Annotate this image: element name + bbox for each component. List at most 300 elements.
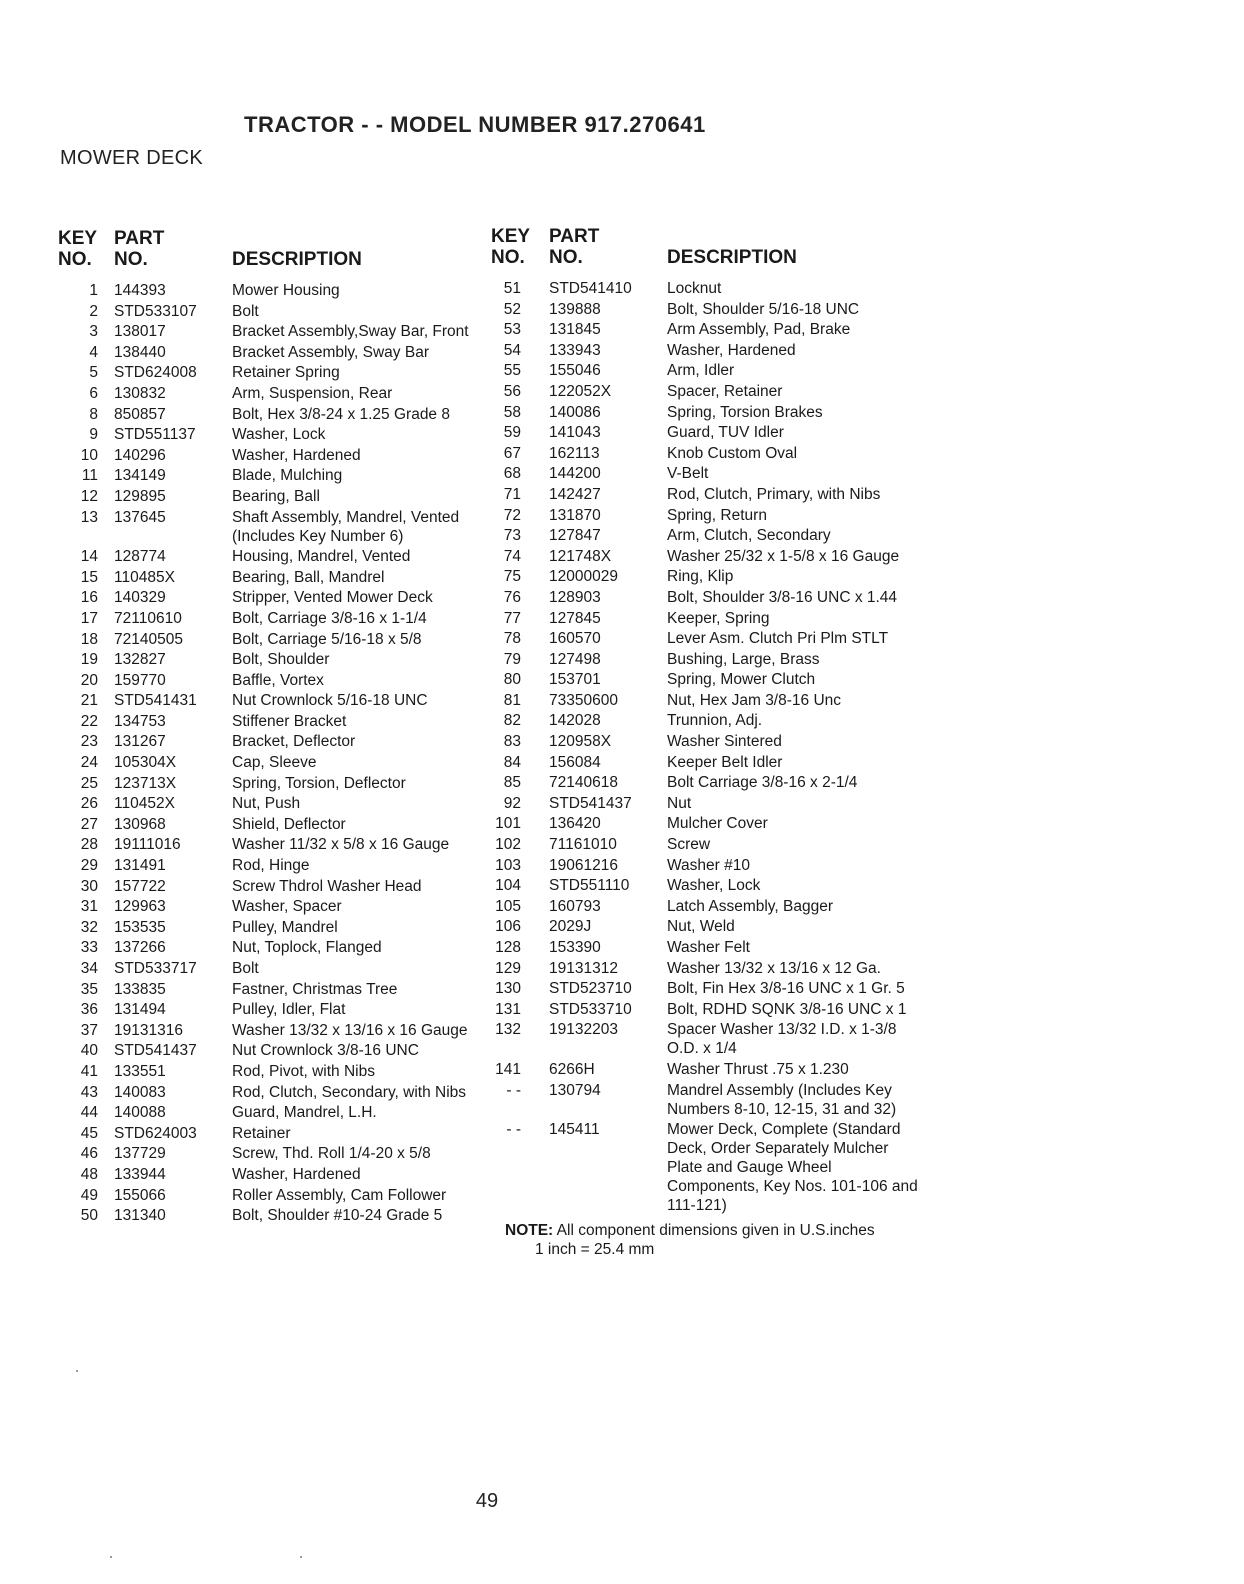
table-row [58,1103,478,1122]
note-label: NOTE: [505,1222,554,1240]
key-no: 71 [503,485,521,503]
description: Nut, Hex Jam 3/8-16 Unc [667,691,842,709]
key-no: 26 [80,795,98,813]
table-row [58,774,478,793]
table-row [491,485,931,504]
description: Washer, Spacer [232,898,342,916]
description: Cap, Sleeve [232,754,317,772]
key-no: 129 [495,959,521,977]
key-no: 40 [80,1042,98,1060]
description: Washer 13/32 x 13/16 x 12 Ga. [667,959,881,977]
header-key-line1: KEY [491,226,531,247]
table-row [58,588,478,607]
key-no: 12 [80,487,98,505]
table-row [491,464,931,483]
table-row [491,300,931,319]
description: Bolt, Fin Hex 3/8-16 UNC x 1 Gr. 5 [667,980,905,998]
part-no: 136420 [549,815,601,833]
table-row [58,1021,478,1040]
table-row [491,1081,931,1119]
part-no: 159770 [114,671,166,689]
header-part-line1: PART [114,228,165,249]
part-no: 141043 [549,424,601,442]
part-no: STD533107 [114,302,197,320]
table-row [491,629,931,648]
key-no: 130 [495,980,521,998]
key-no: 1 [89,282,98,299]
part-no: 131845 [549,321,601,339]
description: Bolt, RDHD SQNK 3/8-16 UNC x 1 [667,1000,907,1018]
description: Blade, Mulching [232,467,343,485]
table-row [58,1062,478,1081]
description: Pulley, Idler, Flat [232,1001,346,1019]
key-no: 10 [80,446,98,464]
part-no: 2029J [549,918,592,936]
key-no: 50 [80,1207,98,1225]
table-row [491,711,931,730]
table-row [491,506,931,525]
key-no: 17 [80,609,98,627]
table-row [491,814,931,833]
key-no: 132 [495,1021,521,1039]
table-row [58,343,478,362]
description: Bracket Assembly,Sway Bar, Front [232,323,469,341]
description: Washer 13/32 x 13/16 x 16 Gauge [232,1021,468,1039]
key-no: 18 [80,630,98,648]
table-row [491,856,931,875]
key-no: 103 [495,856,521,874]
key-no: 8 [89,405,98,423]
key-no: 22 [80,712,98,730]
key-no: 30 [80,877,98,895]
key-no: 2 [89,302,98,320]
key-no: 72 [503,506,521,524]
description: Trunnion, Adj. [667,712,763,730]
description: Housing, Mandrel, Vented [232,548,411,566]
section-title: MOWER DECK [60,147,203,169]
key-no: 13 [80,508,98,526]
part-no: 137729 [114,1145,166,1163]
table-row [491,794,931,813]
part-no: 142028 [549,712,601,730]
table-row [58,753,478,772]
key-no: 9 [89,426,98,444]
table-row [58,815,478,834]
description: Locknut [667,280,722,297]
key-no: 102 [495,836,521,854]
description: Spring, Mower Clutch [667,671,816,689]
description: Bolt, Shoulder 3/8-16 UNC x 1.44 [667,588,898,606]
key-no: 43 [80,1083,98,1101]
part-no: 128774 [114,548,166,566]
key-no: 33 [80,939,98,957]
part-no: 72110610 [114,609,182,627]
part-no: 153535 [114,918,166,936]
part-no: 105304X [114,754,177,772]
table-row [58,938,478,957]
part-no: 131494 [114,1001,166,1019]
description: Spring, Torsion Brakes [667,403,823,421]
description: Retainer [232,1124,291,1142]
table-row [491,773,931,792]
header-key-line1: KEY [58,228,98,249]
header-part-line1: PART [549,226,600,247]
key-no: 28 [80,836,98,854]
part-no: 131267 [114,733,166,751]
table-row [491,588,931,607]
header-key-line2: NO. [58,249,92,270]
key-no: 48 [80,1165,98,1183]
part-no: 127498 [549,650,601,668]
header-part-no [114,228,232,270]
key-no: 31 [80,898,98,916]
part-no: STD533717 [114,960,197,977]
part-no: 131870 [549,506,601,524]
part-no: 129895 [114,487,166,505]
key-no: 34 [80,960,98,977]
description: Bolt Carriage 3/8-16 x 2-1/4 [667,774,858,792]
table-row [58,405,478,424]
key-no: 78 [503,630,521,648]
header-part-no [549,226,667,268]
key-no: 56 [503,382,521,400]
part-no: 128903 [549,588,601,606]
table-row [58,363,478,382]
description: Spring, Return [667,506,767,524]
table-row [491,753,931,772]
part-no: STD541410 [549,280,632,297]
table-row [491,979,931,998]
description: Washer 11/32 x 5/8 x 16 Gauge [232,836,450,854]
key-no: 44 [80,1104,98,1122]
description: Bolt, Carriage 5/16-18 x 5/8 [232,630,422,648]
table-row [491,341,931,360]
key-no: 80 [503,671,521,689]
description: Nut, Toplock, Flanged [232,939,382,957]
key-no: 19 [80,651,98,669]
description: Nut, Push [232,795,301,813]
part-no: 153390 [549,939,601,956]
key-no: 23 [80,733,98,751]
description: Bolt, Shoulder 5/16-18 UNC [667,300,860,318]
description: Bolt, Shoulder #10-24 Grade 5 [232,1207,443,1225]
part-no: 137266 [114,939,166,957]
description: Keeper Belt Idler [667,753,783,771]
part-no: 73350600 [549,691,618,709]
table-row [58,302,478,321]
key-no: 35 [80,980,98,998]
table-row [58,322,478,341]
description: Bearing, Ball [232,487,320,505]
description: Guard, TUV Idler [667,424,784,442]
key-no: 55 [503,362,521,380]
table-row [491,279,931,298]
note-text: All component dimensions given in U.S.inches [556,1222,875,1240]
part-no: 162113 [549,444,600,462]
description: Rod, Pivot, with Nibs [232,1062,375,1080]
description: Fastner, Christmas Tree [232,980,398,998]
header-description: DESCRIPTION [232,249,362,270]
description: Bracket, Deflector [232,733,356,751]
key-no: 105 [495,897,521,915]
key-no: 73 [503,527,521,545]
description: Keeper, Spring [667,609,770,627]
table-row [58,508,478,546]
key-no: 14 [80,548,98,566]
part-no: 71161010 [549,836,617,854]
table-row [58,1083,478,1102]
key-no: 49 [80,1186,98,1204]
part-no: 140086 [549,403,601,421]
table-row [491,670,931,689]
table-row [491,526,931,545]
part-no: 12000029 [549,568,618,586]
key-no: 128 [495,939,521,956]
key-no: 5 [89,364,98,382]
part-no: 19131312 [549,959,618,977]
part-no: 140083 [114,1083,166,1101]
part-no: STD624003 [114,1124,197,1142]
table-row [58,425,478,444]
table-row [491,732,931,751]
table-row [58,384,478,403]
description: Stiffener Bracket [232,712,347,730]
description: V-Belt [667,465,709,483]
part-no: 133835 [114,980,166,998]
table-row [491,1000,931,1019]
part-no: 122052X [549,382,612,400]
description: Nut [667,794,692,812]
parts-table-right [491,224,931,1259]
table-row [58,691,478,710]
table-row [58,671,478,690]
part-no: 130794 [549,1081,601,1099]
key-no: - - [506,1121,521,1139]
key-no: 68 [503,465,521,483]
part-no: STD523710 [549,980,632,998]
dimension-note [491,1221,931,1259]
key-no: 11 [81,467,98,485]
key-no: 21 [80,692,98,710]
table-row [491,959,931,978]
key-no: 6 [89,384,98,402]
part-no: 139888 [549,300,601,318]
description: Retainer Spring [232,364,340,382]
header-key-line2: NO. [491,247,525,268]
part-no: 850857 [114,405,166,423]
part-no: 138440 [114,343,166,361]
part-no: 144200 [549,465,601,483]
table-row [58,281,478,300]
key-no: 75 [503,568,521,586]
description: Rod, Clutch, Primary, with Nibs [667,485,881,503]
table-row [58,980,478,999]
part-no: 127845 [549,609,601,627]
description: Latch Assembly, Bagger [667,897,833,915]
key-no: 79 [503,650,521,668]
part-no: 142427 [549,485,601,503]
description: Washer Felt [667,939,750,956]
key-no: 84 [503,753,521,771]
key-no: 92 [503,794,521,812]
table-row [58,959,478,978]
description: Roller Assembly, Cam Follower [232,1186,447,1204]
description: Washer 25/32 x 1-5/8 x 16 Gauge [667,547,900,565]
description: Pulley, Mandrel [232,918,338,936]
part-no: STD551110 [549,877,630,895]
part-no: 155046 [549,362,601,380]
part-no: 137645 [114,508,166,526]
description: Mulcher Cover [667,815,768,833]
part-no: 144393 [114,282,166,299]
part-no: 19111016 [114,836,181,854]
description: Bolt, Hex 3/8-24 x 1.25 Grade 8 [232,405,450,423]
table-row [491,361,931,380]
part-no: 110452X [114,795,175,813]
table-row [58,712,478,731]
table-row [58,487,478,506]
table-row [58,1144,478,1163]
table-row [491,609,931,628]
part-no: 127847 [549,527,601,545]
header-part-line2: NO. [549,247,583,268]
key-no: 51 [503,280,521,297]
description: Mower Deck, Complete (Standard Deck, Order Separately Mulcher Plate and Gauge Wheel Components, Key Nos. 101-106 and 111-121) [667,1121,918,1215]
part-no: 120958X [549,733,612,751]
table-row [58,877,478,896]
part-no: STD541437 [114,1042,197,1060]
part-no: 156084 [549,753,601,771]
part-no: 19061216 [549,856,618,874]
part-no: 134149 [114,467,166,485]
part-no: 123713X [114,774,177,792]
description: Rod, Hinge [232,857,310,875]
table-row [58,446,478,465]
key-no: 106 [495,918,521,936]
page-number: 49 [475,1490,499,1512]
description: Arm Assembly, Pad, Brake [667,321,851,339]
key-no: 29 [80,857,98,875]
table-row [58,609,478,628]
key-no: 45 [80,1124,98,1142]
key-no: 131 [495,1000,521,1018]
key-no: 59 [503,424,521,442]
description: Bracket Assembly, Sway Bar [232,343,429,361]
table-row [58,794,478,813]
key-no: 52 [503,300,521,318]
part-no: STD533710 [549,1000,632,1018]
scan-speck [110,1556,112,1558]
table-row [491,835,931,854]
header-key-no [491,226,549,268]
part-no: 19132203 [549,1021,618,1039]
table-row [491,691,931,710]
key-no: 46 [80,1145,98,1163]
table-row [58,856,478,875]
description: Stripper, Vented Mower Deck [232,589,433,607]
description: Spacer, Retainer [667,382,783,400]
page-title: TRACTOR - - MODEL NUMBER 917.270641 [244,112,706,137]
table-row [58,650,478,669]
key-no: 85 [503,774,521,792]
table-row [58,1124,478,1143]
key-no: 41 [80,1062,98,1080]
part-no: 140296 [114,446,166,464]
table-row [58,1165,478,1184]
description: Bolt [232,960,259,977]
key-no: 141 [495,1060,521,1078]
part-no: STD551137 [114,426,196,444]
part-no: STD541431 [114,692,197,710]
part-no: 133943 [549,341,601,359]
description: Ring, Klip [667,568,734,586]
description: Washer, Hardened [232,446,361,464]
description: Shaft Assembly, Mandrel, Vented (Includes Key Number 6) [232,508,460,545]
part-no: 129963 [114,898,166,916]
part-no: 133551 [114,1062,166,1080]
part-no: 153701 [549,671,601,689]
description: Screw [667,836,711,854]
part-no: STD624008 [114,364,197,382]
key-no: - - [506,1081,521,1099]
description: Screw, Thd. Roll 1/4-20 x 5/8 [232,1145,431,1163]
table-row [491,938,931,957]
table-rows-left [58,281,478,1225]
header-key-no [58,228,114,270]
table-row [58,1186,478,1205]
description: Nut Crownlock 3/8-16 UNC [232,1042,419,1060]
key-no: 67 [503,444,521,462]
header-part-line2: NO. [114,249,148,270]
note-conversion: 1 inch = 25.4 mm [535,1241,655,1259]
part-no: 160793 [549,897,601,915]
part-no: 157722 [114,877,166,895]
key-no: 36 [80,1001,98,1019]
table-header [491,224,931,268]
table-row [58,630,478,649]
table-row [491,320,931,339]
table-row [58,1206,478,1225]
part-no: 145411 [549,1121,600,1139]
key-no: 32 [80,918,98,936]
table-rows-right [491,279,931,1215]
table-row [58,568,478,587]
description: Guard, Mandrel, L.H. [232,1104,377,1122]
description: Bolt [232,302,259,320]
header-description: DESCRIPTION [667,247,797,268]
description: Washer, Hardened [232,1165,361,1183]
key-no: 104 [495,877,521,895]
description: Baffle, Vortex [232,671,324,689]
description: Bolt, Shoulder [232,651,330,669]
description: Mandrel Assembly (Includes Key Numbers 8-10, 12-15, 31 and 32) [667,1081,897,1118]
table-row [491,567,931,586]
table-row [491,444,931,463]
key-no: 83 [503,733,521,751]
description: Bolt, Carriage 3/8-16 x 1-1/4 [232,609,427,627]
table-row [58,732,478,751]
part-no: 134753 [114,712,166,730]
key-no: 16 [80,589,98,607]
description: Arm, Suspension, Rear [232,384,393,402]
key-no: 37 [80,1021,98,1039]
table-row [491,876,931,895]
key-no: 54 [503,341,521,359]
table-row [58,897,478,916]
part-no: 160570 [549,630,601,648]
key-no: 82 [503,712,521,730]
table-row [491,650,931,669]
